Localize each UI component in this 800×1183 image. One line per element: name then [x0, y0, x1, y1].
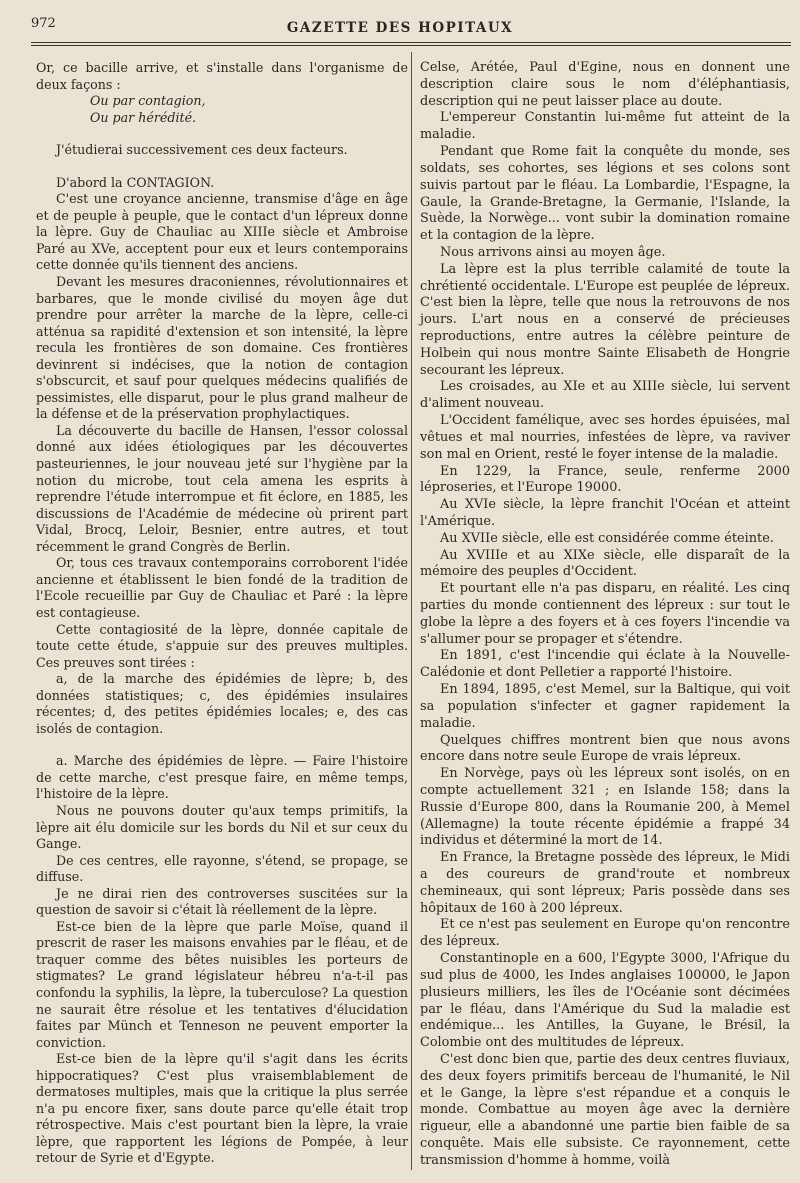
paragraph: Or, ce bacille arrive, et s'installe dans l'organisme de deux façons : — [36, 60, 408, 92]
left-column — [36, 60, 408, 1167]
section-intro: D'abord la CONTAGION. — [56, 174, 215, 190]
section-heading-paragraph: a. Marche des épidémies de lèpre. — Faire l'histoire de cette marche, c'est presque faire, en même temps, l'histoire de la lèpre. — [36, 753, 408, 802]
paragraph: L'empereur Constantin lui-même fut atteint de la maladie. — [420, 110, 790, 143]
paragraph: En France, la Bretagne possède des lépreux, le Midi a des coureurs de grand'route et nombreux chemineaux, qui sont lépreux; Paris possède dans ses hôpitaux de 160 à 200 lépreux. — [420, 850, 790, 916]
paragraph: En Norvège, pays où les lépreux sont isolés, on en compte actuellement 321 ; en Islande 158; dans la Russie d'Europe 800, dans la Roumanie 200, à Memel (Allemagne) la toute récente épidémie a frappé 34 individus et déterminé la mort de 14. — [420, 766, 790, 849]
paragraph: L'Occident famélique, avec ses hordes épuisées, mal vêtues et mal nourries, infestées de lèpre, va raviver son mal en Orient, resté le foyer intense de la maladie. — [420, 413, 790, 462]
right-column — [420, 60, 790, 1170]
column-divider — [411, 52, 412, 1170]
paragraph: De ces centres, elle rayonne, s'étend, se propage, se diffuse. — [36, 852, 408, 885]
paragraph: La découverte du bacille de Hansen, l'essor colossal donné aux idées étiologiques par les découvertes pasteuriennes, le jour nouveau jeté sur l'hygiène par la notion du microbe, tout cela amena les esprits à reprendre l'étude interrompue et fit éclore, en 1885, les discussions de l'Académie de médecine où prirent part Vidal, Brocq, Leloir, Besnier, entre autres, et tout récemment le grand Congrès de Berlin. — [36, 422, 408, 554]
paragraph: Constantinople en a 600, l'Egypte 3000, l'Afrique du sud plus de 4000, les Indes anglaises 100000, le Japon plusieurs milliers, les îles de l'Océanie sont décimées par le fléau, dans l'Amérique du Sud la maladie est endémique... les Antilles, la Guyane, le Brésil, la Colombie ont des multitudes de lépreux. — [420, 951, 790, 1051]
paragraph: Je ne dirai rien des controverses suscitées sur la question de savoir si c'était là réellement de la lèpre. — [36, 885, 408, 918]
paragraph: Devant les mesures draconiennes, révolutionnaires et barbares, que le monde civilisé du moyen âge dut prendre pour arrêter la marche de la lèpre, celle-ci atténua sa rapidité d'extension et son intensité, la lèpre recula les frontières de son domaine. Ces frontières devinrent si indécises, que la notion de contagion s'obscurcit, et sauf pour quelques médecins qualifiés de pessimistes, elle disparut, pour le plus grand malheur de la défense et de la préservation prophylactiques. — [36, 274, 408, 422]
paragraph: Celse, Arétée, Paul d'Egine, nous en donnent une description claire sous le nom d'éléphantiasis, description qui ne peut laisser place au doute. — [420, 60, 790, 109]
running-head-title: GAZETTE DES HOPITAUX — [286, 20, 514, 36]
paragraph: En 1894, 1895, c'est Memel, sur la Baltique, qui voit sa population s'infecter et gagner rapidement la maladie. — [420, 682, 790, 731]
paragraph: Et ce n'est pas seulement en Europe qu'on rencontre des lépreux. — [420, 917, 790, 950]
paragraph: La lèpre est la plus terrible calamité de toute la chrétienté occidentale. L'Europe est peuplée de lépreux. C'est bien la lèpre, telle que nous la retrouvons de nos jours. L'art nous en a conservé de précieuses reproductions, entre autres la célèbre peinture de Holbein qui nous montre Sainte Elisabeth de Hongrie secourant les lépreux. — [420, 261, 791, 378]
paragraph: Nous arrivons ainsi au moyen âge. — [440, 244, 666, 260]
paragraph: a, de la marche des épidémies de lèpre; b, des données statistiques; c, des épidémies insulaires récentes; d, des petites épidémies locales; e, des cas isolés de contagion. — [36, 671, 408, 736]
paragraph: Pendant que Rome fait la conquête du monde, ses soldats, ses cohortes, ses légions et ses colons sont suivis partout par le fléau. La Lombardie, l'Espagne, la Gaule, la Grande-Bretagne, la Germanie, l'Islande, la Suède, la Norwège... vont subir la domination romaine et la contagion de la lèpre. — [420, 144, 790, 244]
paragraph: C'est une croyance ancienne, transmise d'âge en âge et de peuple à peuple, que le contact d'un lépreux donne la lèpre. Guy de Chauliac au XIIIe siècle et Ambroise Paré au XVe, acceptent pour eux et leurs contemporains cette donnée qu'ils tiennent des anciens. — [36, 191, 408, 273]
paragraph: J'étudierai successivement ces deux facteurs. — [56, 142, 348, 158]
paragraph: Au XVIe siècle, la lèpre franchit l'Océan et atteint l'Amérique. — [420, 497, 790, 529]
header-rule — [31, 42, 791, 43]
paragraph: Or, tous ces travaux contemporains corroborent l'idée ancienne et établissent le bien fondé de la tradition de l'Ecole recueillie par Guy de Chauliac et Paré : la lèpre est contagieuse. — [36, 555, 408, 620]
paragraph: En 1891, c'est l'incendie qui éclate à la Nouvelle-Calédonie et dont Pelletier a rapporté l'histoire. — [420, 648, 790, 681]
paragraph: Ou par contagion, — [90, 93, 206, 109]
paragraph: Est-ce bien de la lèpre que parle Moïse, quand il prescrit de raser les maisons envahies par le fléau, et de traquer comme des bêtes nuisibles les porteurs de stigmates? Le grand législateur hébreu n'a-t-il pas confondu la syphilis, la lèpre, la tuberculose? La question ne saurait être résolue et les tentatives d'élucidation faites par Münch et Tenneson ne peuvent emporter la conviction. — [36, 918, 408, 1050]
paragraph: Cette contagiosité de la lèpre, donnée capitale de toute cette étude, s'appuie sur des preuves multiples. Ces preuves sont tirées : — [36, 621, 408, 670]
paragraph: Et pourtant elle n'a pas disparu, en réalité. Les cinq parties du monde contiennent des lépreux : sur tout le globe la lèpre a des foyers et à ces foyers l'incendie va s'allumer pour se propager et s'étendre. — [420, 581, 790, 647]
paragraph: Quelques chiffres montrent bien que nous avons encore dans notre seule Europe de vrais lépreux. — [420, 732, 790, 765]
paragraph: C'est donc bien que, partie des deux centres fluviaux, des deux foyers primitifs berceau de l'humanité, le Nil et le Gange, la lèpre s'est répandue et a conquis le monde. Combattue au moyen âge avec la dernière rigueur, elle a abandonné une partie bien faible de sa conquête. Mais elle subsiste. Ce rayonnement, cette transmission d'homme à homme, voilà — [420, 1051, 790, 1168]
paragraph: Nous ne pouvons douter qu'aux temps primitifs, la lèpre ait élu domicile sur les bords du Nil et sur ceux du Gange. — [36, 802, 408, 852]
paragraph: Au XVIIe siècle, elle est considérée comme éteinte. — [440, 530, 774, 546]
paragraph: Les croisades, au XIe et au XIIIe siècle, lui servent d'aliment nouveau. — [420, 379, 790, 412]
paragraph: En 1229, la France, seule, renferme 2000 léproseries, et l'Europe 19000. — [420, 463, 790, 496]
paragraph: Au XVIIIe et au XIXe siècle, elle disparaît de la mémoire des peuples d'Occident. — [420, 547, 790, 580]
header-rule — [31, 45, 791, 46]
paragraph: Ou par hérédité. — [90, 109, 197, 125]
page-number: 972 — [31, 16, 56, 31]
paragraph: Est-ce bien de la lèpre qu'il s'agit dans les écrits hippocratiques? C'est plus vraisemblablement de dermatoses multiples, mais que la critique la plus serrée n'a pu encore fixer, sans doute parce qu'elle était trop rétrospective. Mais c'est pourtant bien la lèpre, la vraie lèpre, que rapportent les légions de Pompée, à leur retour de Syrie et d'Egypte. — [36, 1051, 408, 1166]
